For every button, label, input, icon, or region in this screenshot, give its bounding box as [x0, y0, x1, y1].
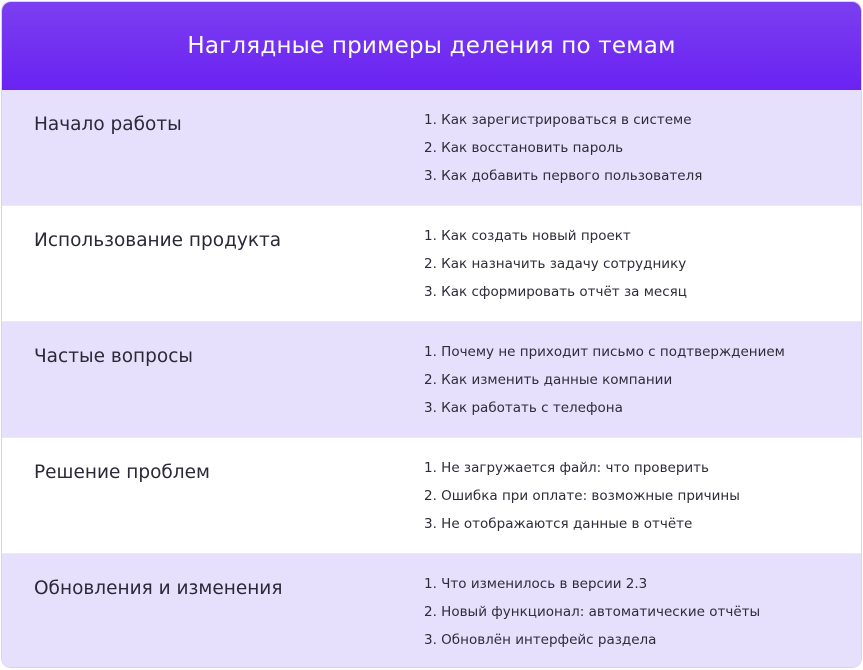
topic-row — [2, 554, 861, 668]
topics-table — [2, 90, 861, 668]
topic-title: Частые вопросы — [34, 346, 193, 367]
topics-card — [1, 1, 862, 668]
example-item: 2. Ошибка при оплате: возможные причины — [424, 488, 740, 504]
example-item: 3. Как добавить первого пользователя — [424, 168, 703, 184]
example-item: 3. Как работать с телефона — [424, 400, 623, 416]
example-item: 1. Почему не приходит письмо с подтверждением — [424, 344, 785, 360]
example-item: 2. Как восстановить пароль — [424, 140, 624, 156]
topic-title: Обновления и изменения — [34, 578, 283, 599]
example-item: 1. Как зарегистрироваться в системе — [424, 112, 692, 128]
example-item: 2. Как назначить задачу сотруднику — [424, 256, 687, 272]
topic-title: Использование продукта — [34, 230, 282, 251]
example-item: 3. Обновлён интерфейс раздела — [424, 632, 657, 648]
example-item: 1. Как создать новый проект — [424, 228, 631, 244]
header-banner — [2, 2, 861, 90]
topic-examples-list — [424, 575, 760, 659]
example-item: 3. Как сформировать отчёт за месяц — [424, 284, 687, 300]
example-item: 2. Новый функционал: автоматические отчёты — [424, 604, 761, 620]
topic-examples-list — [424, 111, 702, 195]
topic-row — [2, 90, 861, 206]
topic-examples-list — [424, 459, 740, 543]
topic-row — [2, 438, 861, 554]
topic-examples-list — [424, 227, 687, 311]
topic-row — [2, 322, 861, 438]
page-title: Наглядные примеры деления по темам — [187, 33, 676, 59]
topic-row — [2, 206, 861, 322]
example-item: 3. Не отображаются данные в отчёте — [424, 516, 693, 532]
topic-title: Решение проблем — [34, 462, 210, 483]
topic-examples-list — [424, 343, 785, 427]
example-item: 2. Как изменить данные компании — [424, 372, 673, 388]
example-item: 1. Не загружается файл: что проверить — [424, 460, 709, 476]
example-item: 1. Что изменилось в версии 2.3 — [424, 576, 648, 592]
topic-title: Начало работы — [34, 114, 182, 135]
